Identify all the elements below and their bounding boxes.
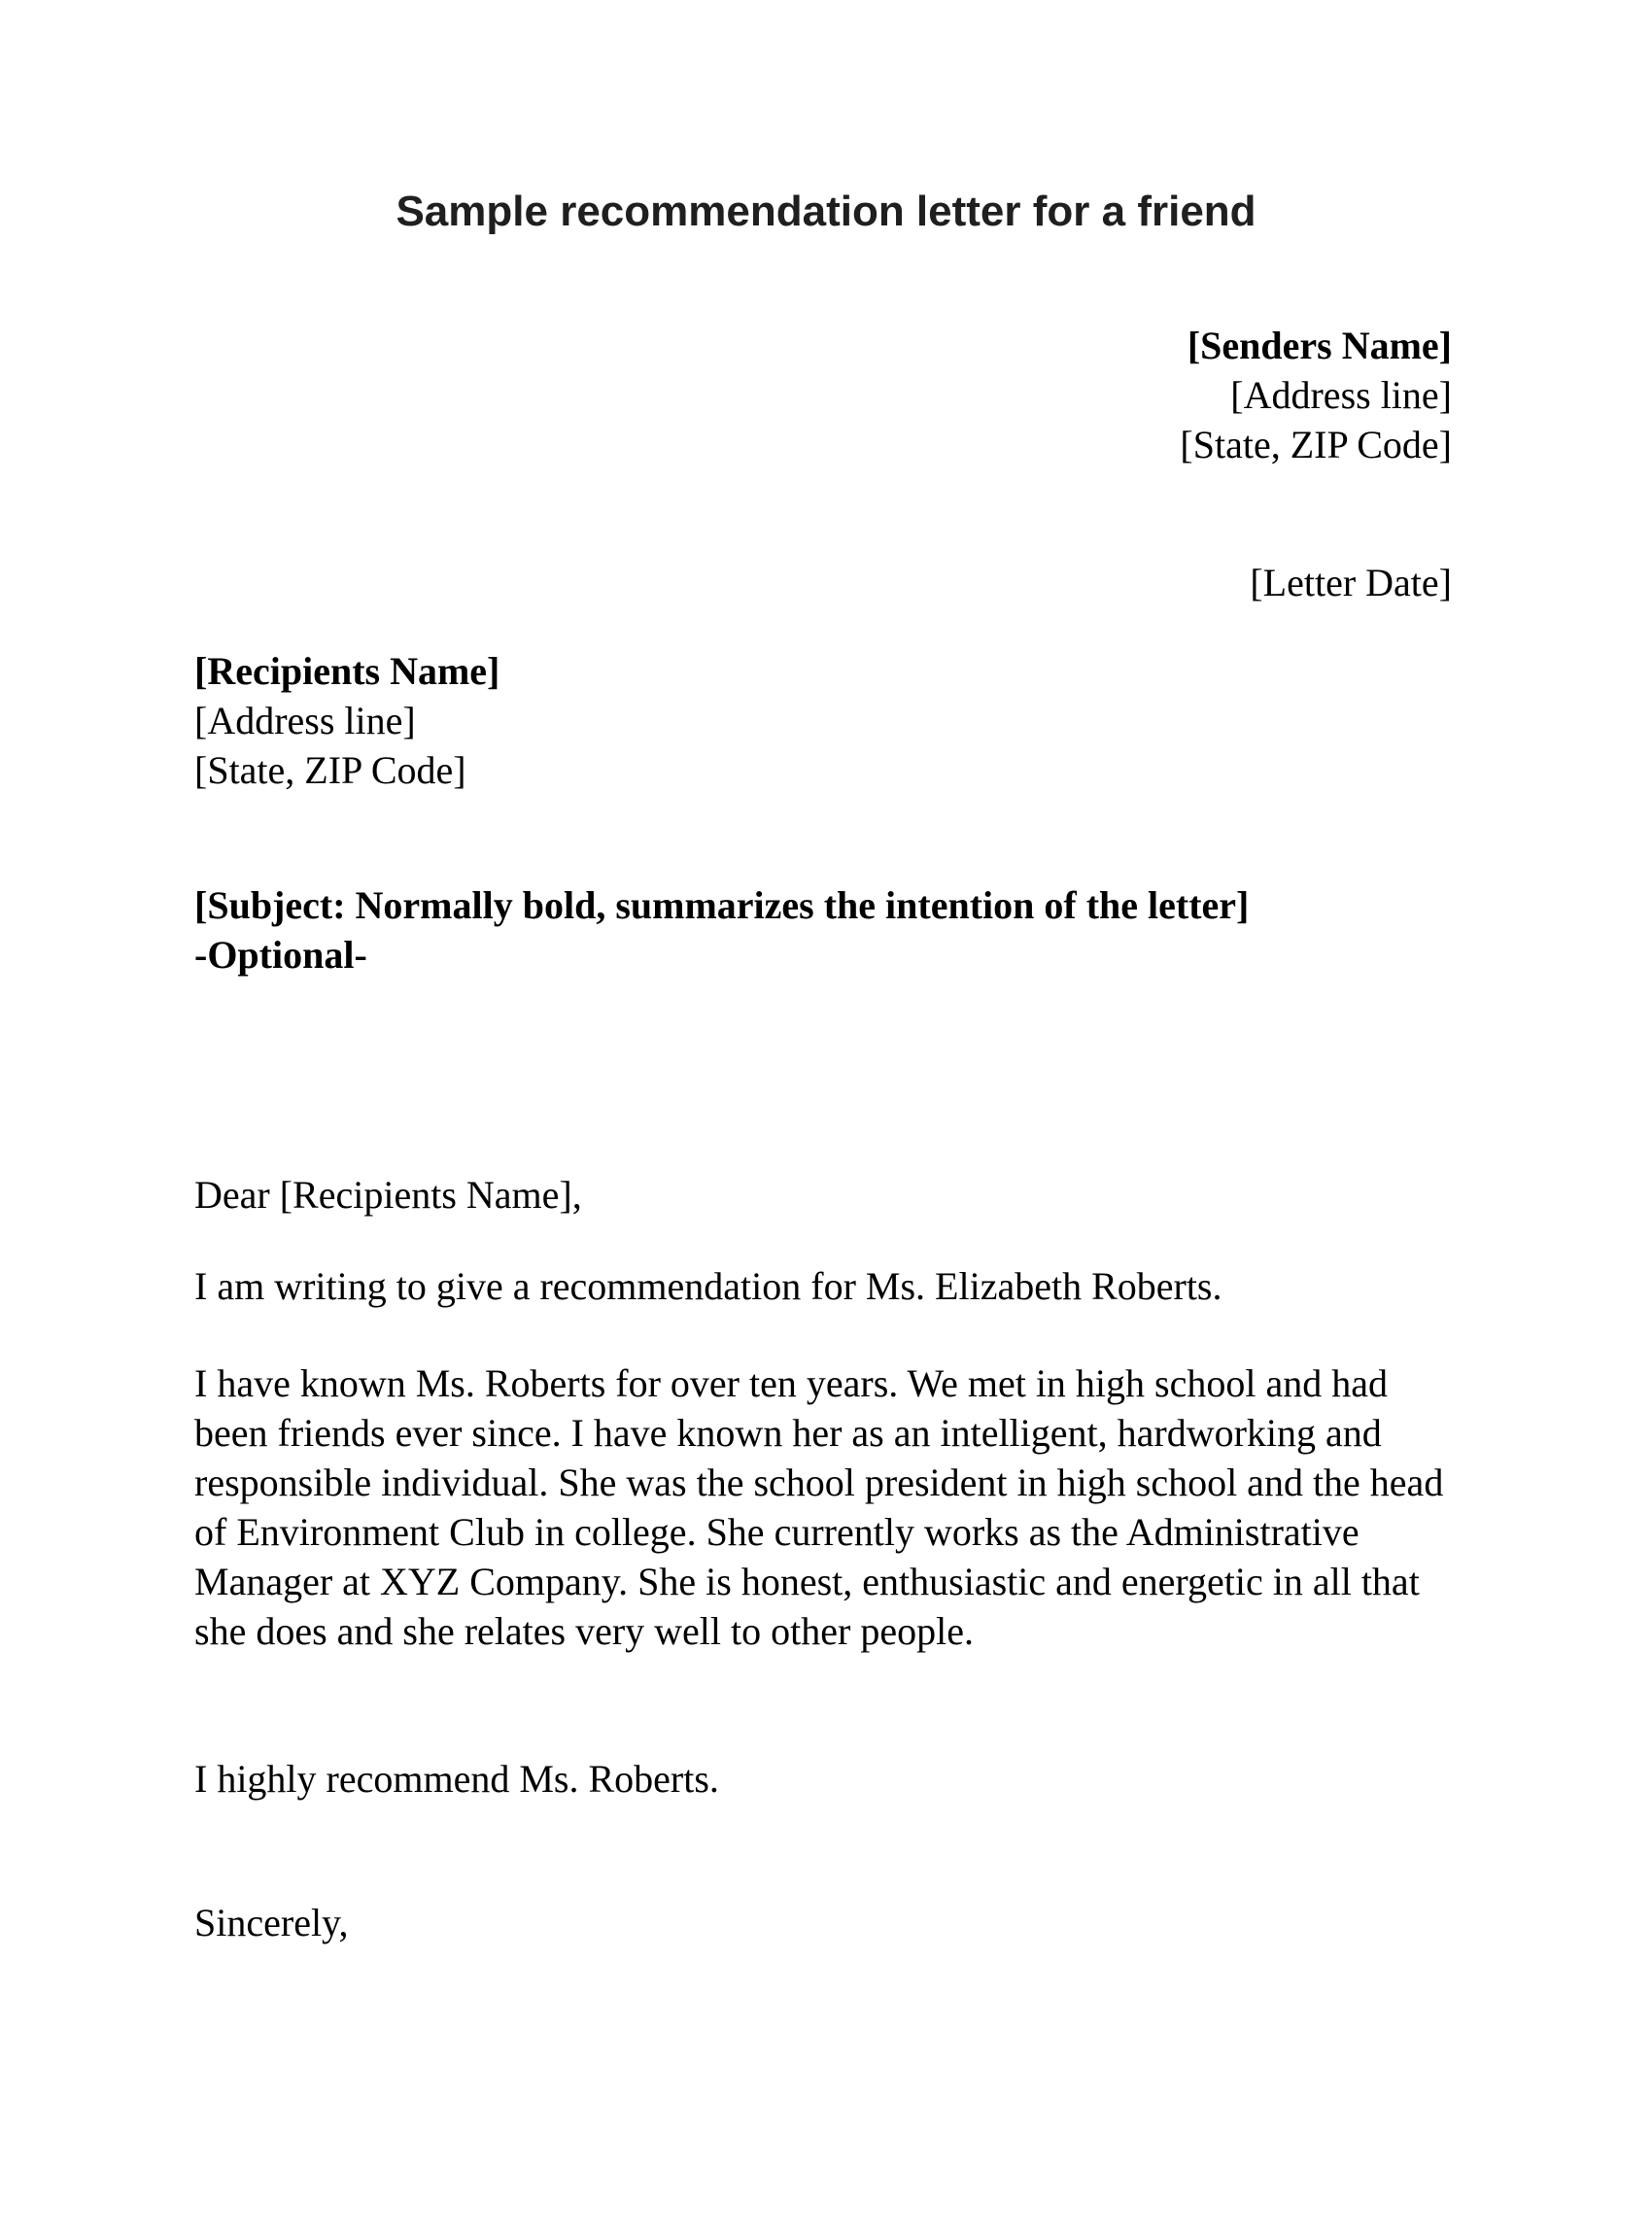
salutation: Dear [Recipients Name], [194,1173,582,1217]
recipient-name: [Recipients Name] [194,649,500,693]
subject-optional-note: -Optional- [194,933,367,977]
body-paragraph-intro: I am writing to give a recommendation for Ms. Elizabeth Roberts. [194,1264,1222,1308]
sender-state-zip: [State, ZIP Code] [1180,423,1452,466]
body-paragraph-recommendation: I highly recommend Ms. Roberts. [194,1757,719,1801]
subject-line: [Subject: Normally bold, summarizes the intention of the letter] [194,883,1250,927]
sender-address: [Address line] [1230,373,1452,417]
body-paragraph-main: I have known Ms. Roberts for over ten years. We met in high school and had been friends ever since. I have known her as an intelligent, hardworking and responsible individual. She was the school president in high school and the head of Environment Club in college. She currently works as the Administrative Manager at XYZ Company. She is honest, enthusiastic and energetic in all that she does and she relates very well to other people. [194,1361,1444,1653]
recipient-block [194,646,499,795]
recipient-state-zip: [State, ZIP Code] [194,748,466,792]
closing: Sincerely, [194,1901,349,1944]
sender-block [1180,321,1452,469]
letter-date: [Letter Date] [1250,561,1452,604]
recipient-address: [Address line] [194,699,416,742]
subject-block [194,880,1458,980]
page-title: Sample recommendation letter for a friend [396,188,1256,235]
sender-name: [Senders Name] [1187,324,1452,367]
